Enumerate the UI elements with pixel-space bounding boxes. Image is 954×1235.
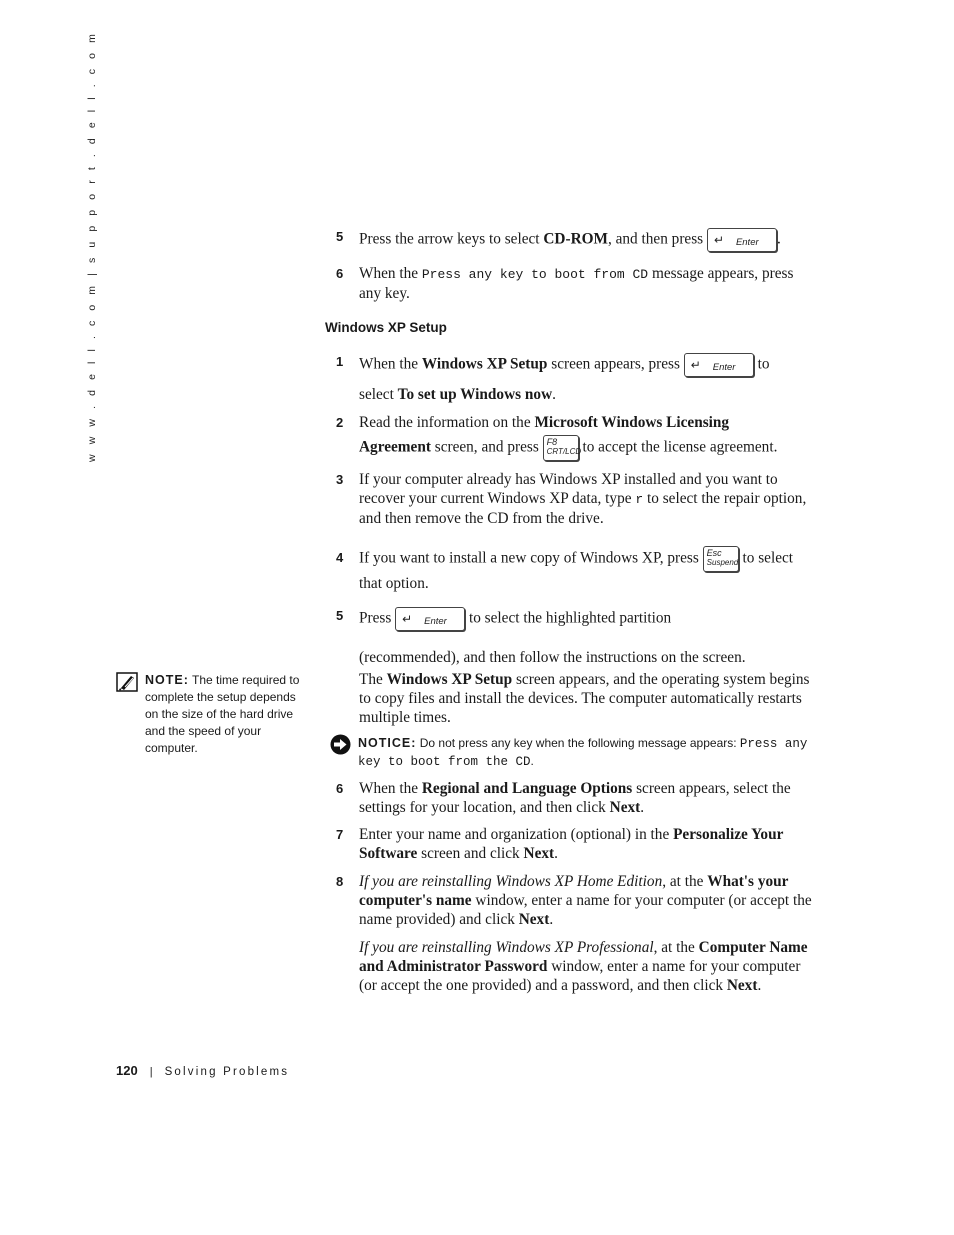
text: .: [552, 386, 556, 403]
text: to select the highlighted partition: [465, 609, 672, 627]
text: When the: [359, 780, 422, 797]
bold-text: What's your computer's name: [359, 873, 789, 909]
text: When the: [359, 265, 422, 282]
enter-key: [684, 353, 754, 377]
bold-text: Computer Name and Administrator Password: [359, 939, 808, 975]
step-number: 5: [336, 608, 344, 623]
code-text: Press any key to boot from the CD: [358, 737, 808, 769]
bold-text: Windows XP Setup: [421, 355, 548, 373]
bold-text: Next: [523, 844, 555, 862]
key-label: Esc: [706, 548, 722, 558]
note-label: NOTE:: [145, 673, 189, 687]
text: .: [530, 754, 534, 768]
step-number: 3: [336, 472, 344, 487]
section-name: Solving Problems: [164, 1066, 290, 1078]
note-text: The time required to complete the setup depends on the size of the hard drive and the speed of your computer.: [145, 673, 300, 755]
code-text: r: [635, 491, 644, 507]
text: .: [776, 230, 781, 248]
text: If you want to install a new copy of Windows XP, press: [359, 549, 703, 567]
text: screen appears, press: [547, 355, 684, 373]
professional-paragraph: [359, 939, 817, 995]
notice-text: Do not press any key when the following message appears:: [416, 736, 740, 750]
text: (recommended), and then follow the instructions on the screen.: [359, 649, 746, 666]
page-footer: [116, 1062, 289, 1080]
side-url-text: w w w . d e l l . c o m | s u p p o r t . d e l l . c o m: [86, 30, 98, 462]
esc-key: [703, 546, 739, 572]
setup-paragraph: [359, 671, 817, 727]
step-number: 1: [336, 354, 344, 369]
text: .: [549, 910, 554, 928]
text: to: [753, 355, 770, 373]
code-text: Press any key to boot from CD: [421, 267, 649, 282]
key-label: CRT/LCD: [546, 447, 582, 456]
text: .: [640, 798, 645, 816]
enter-arrow-icon: ↵: [402, 612, 413, 626]
step-number: 4: [336, 550, 344, 565]
text: to select the repair option, and then remove the CD from the drive.: [359, 489, 807, 527]
bold-text: Personalize Your Software: [359, 826, 784, 862]
arrow-circle-icon: [330, 734, 351, 760]
bold-text: CD-ROM: [543, 230, 608, 248]
page-number: 120: [116, 1063, 138, 1078]
text: , at the: [653, 939, 699, 956]
text: window, enter a name for your computer (or accept the one provided) and a password, and then click: [359, 957, 801, 994]
step-number: 7: [336, 827, 344, 842]
footer-separator: |: [149, 1066, 153, 1078]
key-label: Enter: [735, 237, 759, 248]
text: Read the information on the: [359, 414, 535, 431]
text: window, enter a name for your computer (or accept the name provided) and click: [359, 891, 812, 928]
bold-text: Next: [609, 798, 641, 816]
text: Press the arrow keys to select: [359, 230, 544, 248]
bold-text: Next: [518, 910, 550, 928]
step-number: 6: [336, 266, 344, 281]
text: .: [554, 844, 558, 862]
text: The: [359, 671, 387, 688]
bold-text: Microsoft Windows Licensing Agreement: [359, 414, 730, 456]
text: When the: [359, 355, 422, 373]
bold-text: To set up Windows now: [397, 386, 553, 403]
italic-text: If you are reinstalling Windows XP Professional: [359, 939, 654, 956]
text: , and then press: [607, 230, 707, 248]
text: If your computer already has Windows XP installed and you want to recover your current Windows XP data, type: [359, 471, 778, 507]
key-label: Enter: [424, 616, 447, 627]
step-number: 6: [336, 781, 344, 796]
step-number: 8: [336, 874, 344, 889]
bold-text: Windows XP Setup: [386, 671, 513, 688]
text: screen and click: [417, 844, 524, 862]
text: Press: [359, 609, 396, 627]
enter-key: [707, 228, 777, 252]
text: screen, and press: [430, 438, 543, 456]
notice-label: NOTICE:: [358, 736, 417, 750]
text: , at the: [662, 873, 708, 890]
text: to select that option.: [359, 549, 794, 592]
pencil-icon: [116, 672, 138, 697]
text: message appears, press any key.: [359, 265, 794, 302]
key-label: F8: [546, 437, 558, 447]
text: to accept the license agreement.: [578, 438, 778, 456]
text: screen appears, select the settings for your location, and then click: [359, 780, 791, 816]
key-label: Suspend: [706, 558, 739, 567]
bold-text: Regional and Language Options: [421, 780, 633, 797]
text: screen appears, and the operating system begins to copy files and install the devices. The computer automatically restarts multiple times.: [359, 671, 810, 726]
text: select: [359, 386, 398, 403]
side-url: [86, 30, 100, 462]
section-heading: Windows XP Setup: [325, 320, 447, 335]
text: .: [757, 976, 762, 994]
text: Enter your name and organization (optional) in the: [359, 826, 674, 843]
enter-key: [395, 607, 465, 631]
bold-text: Next: [726, 976, 758, 994]
step-number: 2: [336, 415, 344, 430]
italic-text: If you are reinstalling Windows XP Home Edition: [359, 873, 663, 890]
step-number: 5: [336, 229, 344, 244]
enter-arrow-icon: ↵: [690, 358, 701, 372]
enter-arrow-icon: ↵: [713, 233, 724, 247]
f8-key: [543, 435, 582, 461]
key-label: Enter: [712, 362, 736, 373]
